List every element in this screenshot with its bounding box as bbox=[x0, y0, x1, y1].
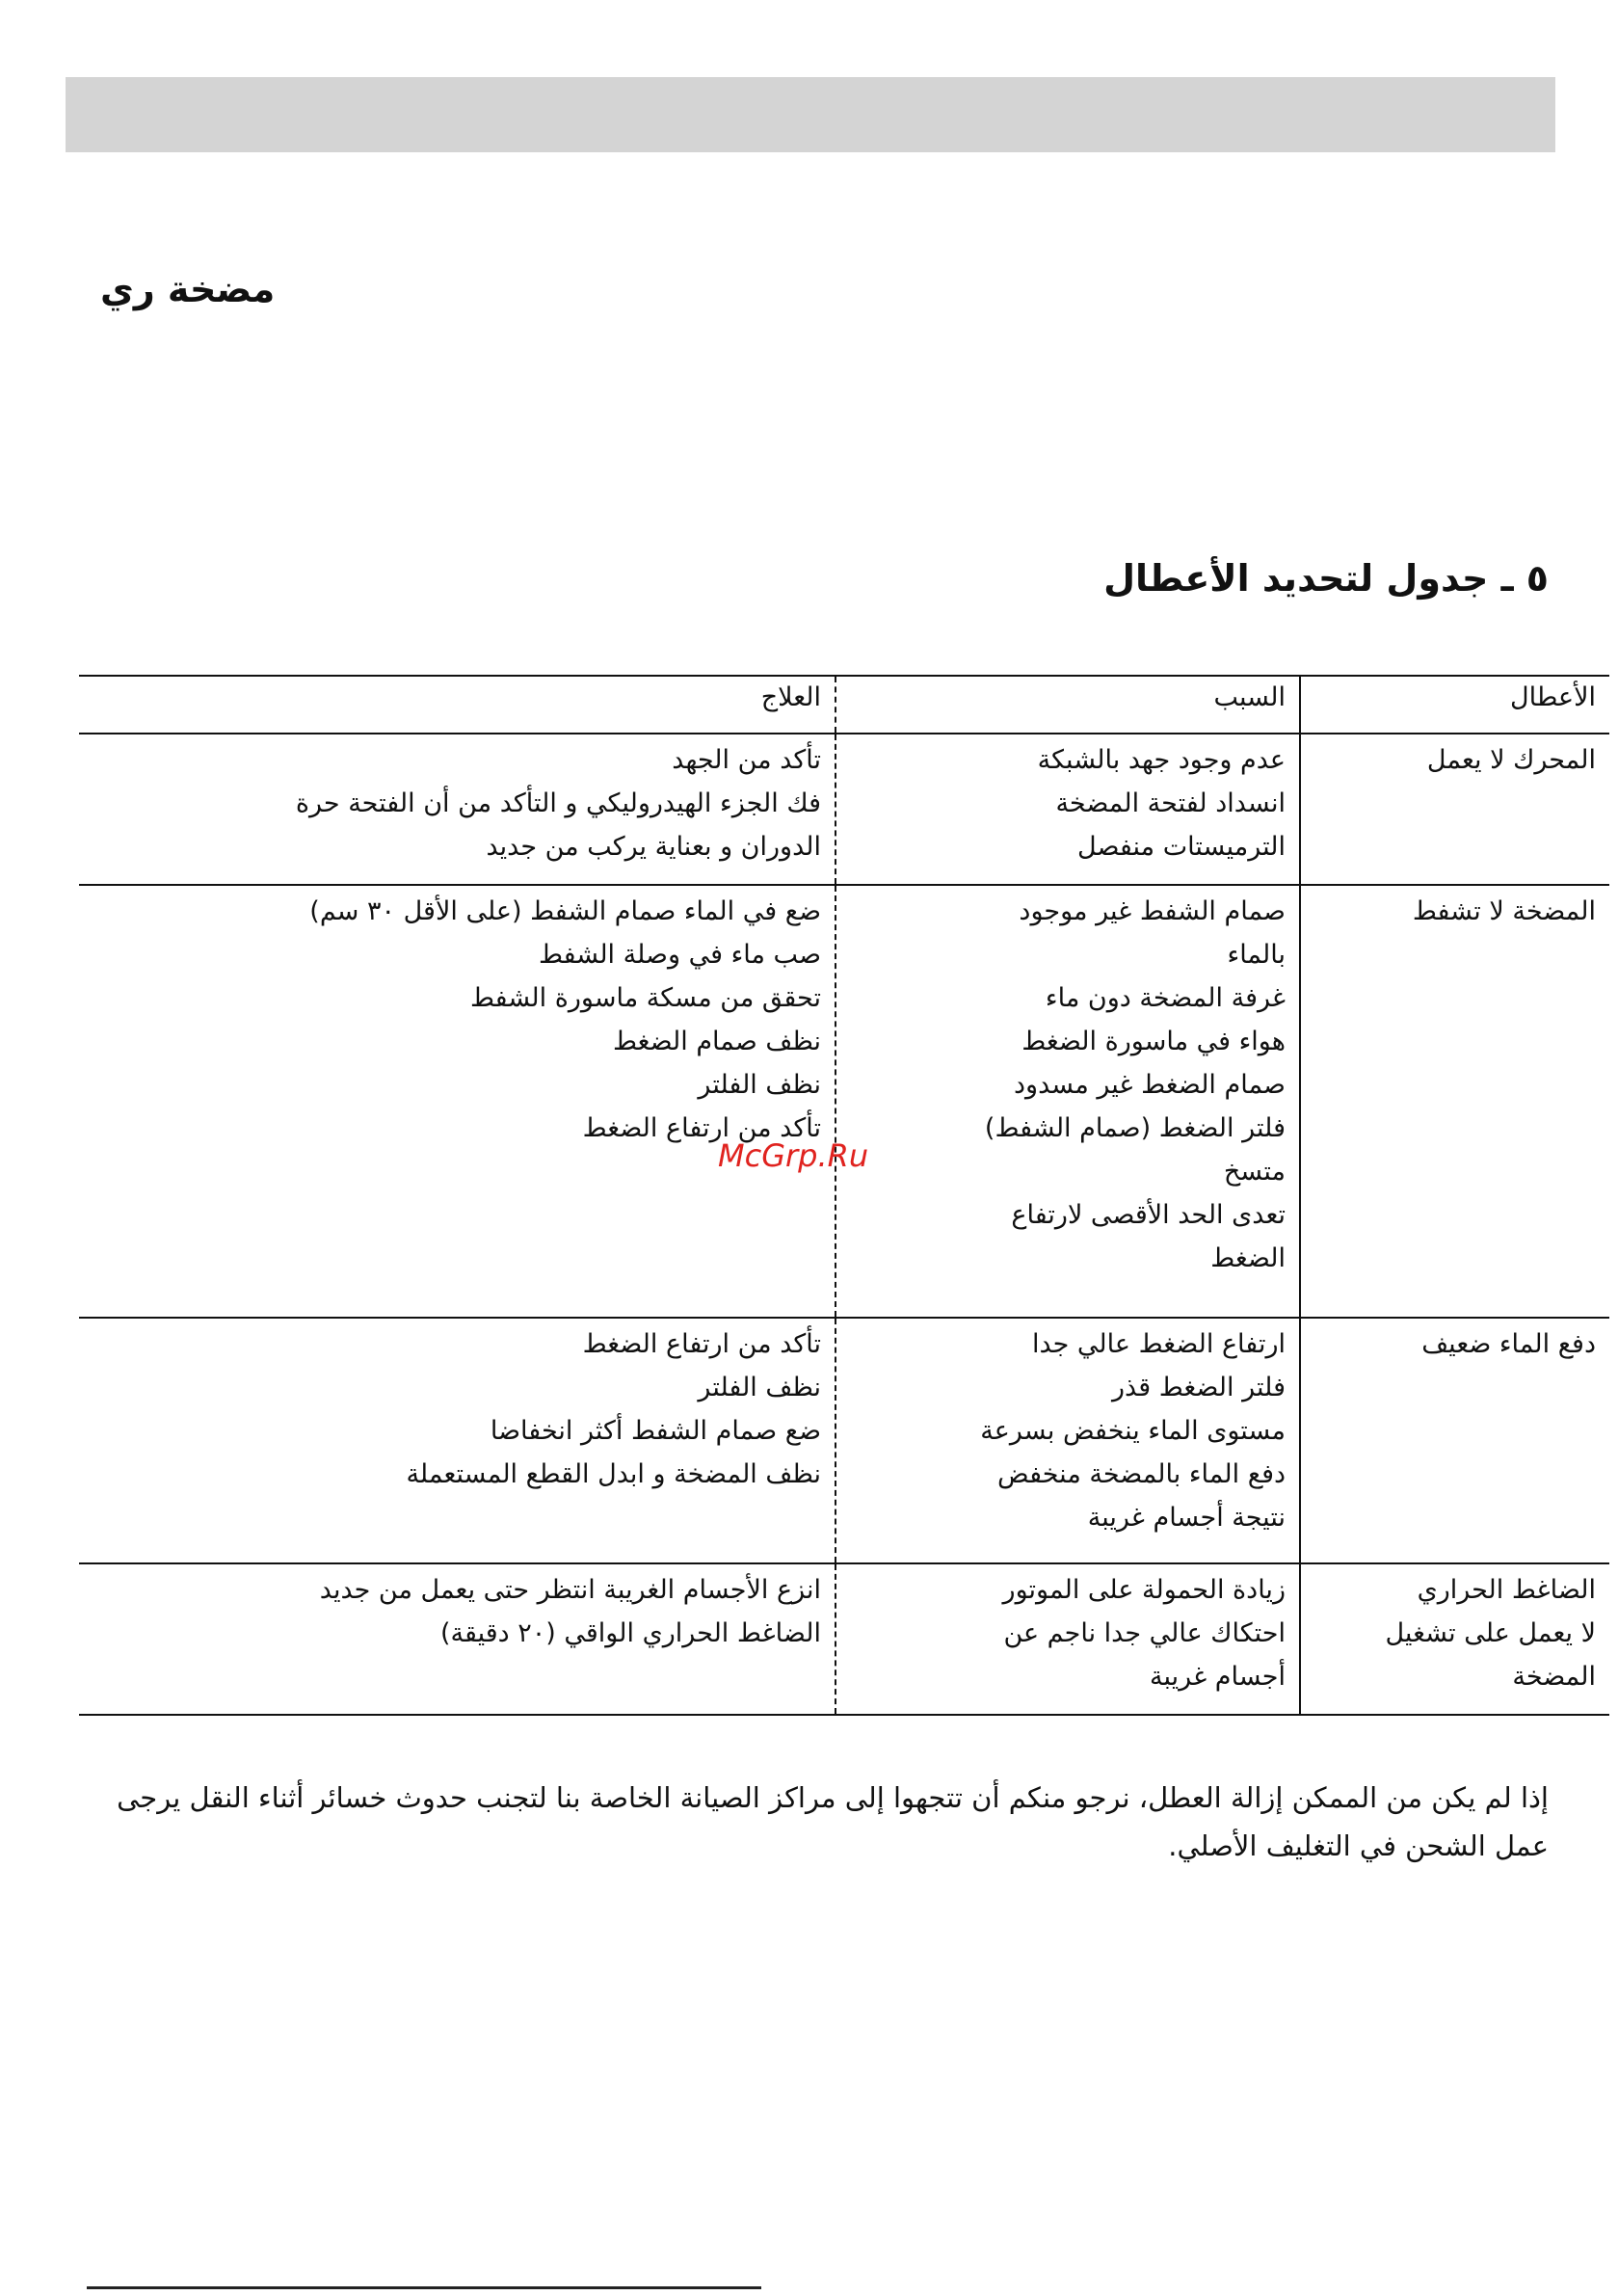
cause-line: زيادة الحمولة على الموتور bbox=[1002, 1574, 1286, 1605]
bottom-divider bbox=[87, 2286, 761, 2289]
fix-cell bbox=[79, 1318, 836, 1563]
cause-line: مستوى الماء ينخفض بسرعة bbox=[980, 1416, 1286, 1447]
fault-cell bbox=[1300, 1318, 1609, 1563]
fault-cell bbox=[1300, 885, 1609, 1318]
table-row bbox=[79, 734, 1609, 885]
cause-line: ارتفاع الضغط عالي جدا bbox=[1031, 1329, 1286, 1360]
cause-cell bbox=[836, 734, 1300, 885]
fault-text-line: المضخة bbox=[1512, 1661, 1596, 1692]
troubleshooting-table-container bbox=[79, 675, 1596, 1716]
fix-line: نظف الفلتر bbox=[698, 1070, 821, 1101]
table-header-row bbox=[79, 676, 1609, 734]
cause-line: فلتر الضغط قذر bbox=[1112, 1373, 1286, 1403]
cause-cell bbox=[836, 1318, 1300, 1563]
footer-note: إذا لم يكن من الممكن إزالة العطل، نرجو منكم أن تتجهوا إلى مراكز الصيانة الخاصة بنا لتجنب حدوث خسائر أثناء النقل يرجى عمل الشحن في التغليف الأصلي. bbox=[117, 1781, 1549, 1862]
cause-line: الترميستات منفصل bbox=[1077, 832, 1286, 862]
fix-line: تأكد من الجهد bbox=[672, 745, 821, 775]
cause-line: دفع الماء بالمضخة منخفض bbox=[997, 1459, 1286, 1490]
fix-cell bbox=[79, 1563, 836, 1715]
cause-line: فلتر الضغط (صمام الشفط) bbox=[984, 1113, 1286, 1144]
fix-line: نظف صمام الضغط bbox=[612, 1027, 821, 1057]
header-band bbox=[66, 77, 1555, 152]
cause-line: هواء في ماسورة الضغط bbox=[1021, 1027, 1286, 1057]
fault-text: المحرك لا يعمل bbox=[1426, 745, 1596, 775]
header-cause: السبب bbox=[836, 676, 1300, 734]
fault-text: دفع الماء ضعيف bbox=[1421, 1329, 1596, 1360]
cause-line: نتيجة أجسام غريبة bbox=[1087, 1503, 1286, 1534]
cause-line: صمام الشفط غير موجود bbox=[1019, 896, 1286, 927]
cause-line: الضغط bbox=[1210, 1243, 1286, 1274]
fix-line: ضع صمام الشفط أكثر انخفاضا bbox=[490, 1416, 821, 1447]
cause-line: احتكاك عالي جدا ناجم عن bbox=[1003, 1617, 1286, 1648]
fix-line: تأكد من ارتفاع الضغط bbox=[582, 1329, 821, 1360]
fix-line: صب ماء في وصلة الشفط bbox=[538, 940, 821, 971]
fix-line: ضع في الماء صمام الشفط (على الأقل ٣٠ سم) bbox=[309, 896, 821, 927]
header-fix: العلاج bbox=[79, 676, 836, 734]
fix-line: انزع الأجسام الغريبة انتظر حتى يعمل من جديد bbox=[319, 1574, 821, 1605]
cause-line: غرفة المضخة دون ماء bbox=[1045, 983, 1286, 1014]
cause-line: متسخ bbox=[1223, 1157, 1286, 1188]
cause-line: انسداد لفتحة المضخة bbox=[1055, 788, 1286, 818]
fault-text-line: لا يعمل على تشغيل bbox=[1385, 1617, 1596, 1648]
table-row bbox=[79, 1563, 1609, 1715]
section-title: ٥ ـ جدول لتحديد الأعطال bbox=[1103, 557, 1549, 600]
fix-line: فك الجزء الهيدروليكي و التأكد من أن الفتحة حرة bbox=[295, 788, 821, 818]
fix-line: تأكد من ارتفاع الضغط bbox=[582, 1113, 821, 1144]
watermark: McGrp.Ru bbox=[718, 1137, 869, 1174]
cause-cell bbox=[836, 1563, 1300, 1715]
cause-cell bbox=[836, 885, 1300, 1318]
cause-line: بالماء bbox=[1227, 940, 1286, 971]
fix-line: الضاغط الحراري الواقي (٢٠ دقيقة) bbox=[439, 1617, 821, 1648]
header-fault: الأعطال bbox=[1300, 676, 1609, 734]
fault-text: المضخة لا تشفط bbox=[1412, 896, 1596, 927]
cause-line: صمام الضغط غير مسدود bbox=[1014, 1070, 1286, 1101]
fault-cell bbox=[1300, 734, 1609, 885]
troubleshooting-table bbox=[79, 675, 1609, 1716]
document-title: مضخة ري bbox=[100, 268, 276, 310]
fix-line: نظف الفلتر bbox=[698, 1373, 821, 1403]
table-row bbox=[79, 885, 1609, 1318]
fix-line: تحقق من مسكة ماسورة الشفط bbox=[470, 983, 821, 1014]
fault-cell bbox=[1300, 1563, 1609, 1715]
table-row bbox=[79, 1318, 1609, 1563]
fault-text-line: الضاغط الحراري bbox=[1417, 1574, 1596, 1605]
cause-line: أجسام غريبة bbox=[1150, 1661, 1286, 1692]
fix-cell bbox=[79, 885, 836, 1318]
cause-line: تعدى الحد الأقصى لارتفاع bbox=[1011, 1200, 1286, 1231]
fix-line: الدوران و بعناية يركب من جديد bbox=[486, 832, 821, 862]
fix-cell bbox=[79, 734, 836, 885]
fix-line: نظف المضخة و ابدل القطع المستعملة bbox=[406, 1459, 821, 1490]
cause-line: عدم وجود جهد بالشبكة bbox=[1037, 745, 1286, 775]
